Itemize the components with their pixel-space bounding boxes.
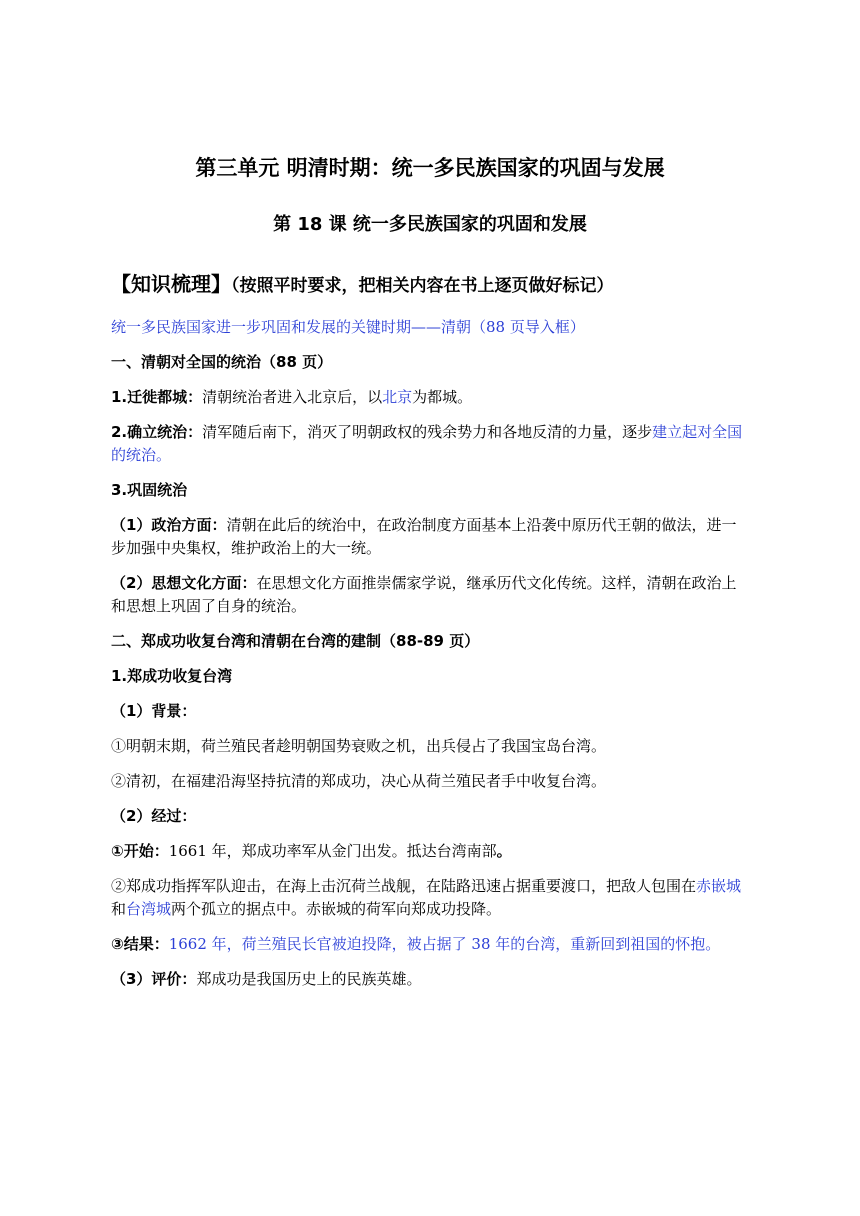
item-text: 清朝统治者进入北京后，以 — [202, 388, 383, 406]
item-label: 1.迁徙都城： — [111, 388, 203, 406]
item-label: （2）思想文化方面： — [111, 574, 257, 592]
item-text: 1661 年，郑成功率军从金门出发。抵达台湾南部 — [168, 842, 497, 860]
unit-title: 第三单元 明清时期：统一多民族国家的巩固与发展 — [195, 156, 665, 180]
item-label: ①开始： — [111, 842, 169, 860]
evaluation — [111, 968, 751, 991]
lesson-title: 第 18 课 统一多民族国家的巩固和发展 — [273, 214, 587, 235]
background-point-2: ②清初，在福建沿海坚持抗清的郑成功，决心从荷兰殖民者手中收复台湾。 — [111, 772, 607, 790]
highlight-text: 台湾城 — [126, 900, 172, 918]
part1-item3-heading: 3.巩固统治 — [111, 481, 188, 499]
section-note: （按照平时要求，把相关内容在书上逐页做好标记） — [231, 276, 614, 296]
part1-sub1 — [111, 514, 751, 560]
intro-line: 统一多民族国家进一步巩固和发展的关键时期——清朝（88 页导入框） — [111, 318, 585, 336]
item-text: 为都城。 — [412, 388, 473, 406]
item-text: 郑成功是我国历史上的民族英雄。 — [196, 970, 422, 988]
item-text: 在思想文化方面推崇儒家学说，继承历代文化传统。这样，清朝在政治上和思想上巩固了自身的统治。 — [111, 574, 737, 615]
section-label: 【知识梳理】 — [111, 272, 231, 296]
process-label: （2）经过： — [111, 807, 197, 825]
item-text: ②郑成功指挥军队迎击，在海上击沉荷兰战舰，在陆路迅速占据重要渡口，把敌人包围在 — [111, 877, 697, 895]
process-start — [111, 840, 751, 863]
part2-item1-heading: 1.郑成功收复台湾 — [111, 667, 233, 685]
background-point-1: ①明朝末期，荷兰殖民者趁明朝国势衰败之机，出兵侵占了我国宝岛台湾。 — [111, 737, 607, 755]
item-label: 2.确立统治： — [111, 423, 203, 441]
section-heading — [111, 268, 831, 297]
content-body — [111, 316, 751, 1003]
part1-item2 — [111, 421, 751, 467]
process-result — [111, 933, 751, 956]
item-text: 两个孤立的据点中。赤嵌城的荷军向郑成功投降。 — [171, 900, 502, 918]
part1-heading: 一、清朝对全国的统治（88 页） — [111, 353, 333, 371]
item-label: （1）政治方面： — [111, 516, 227, 534]
highlight-text: 赤嵌城 — [696, 877, 742, 895]
item-label: ③结果： — [111, 935, 169, 953]
highlight-text: 1662 年，荷兰殖民长官被迫投降，被占据了 38 年的台湾，重新回到祖国的怀抱。 — [168, 935, 721, 953]
part1-item1 — [111, 386, 751, 409]
item-label: （3）评价： — [111, 970, 197, 988]
item-text-end: 。 — [496, 842, 512, 860]
highlight-text: 建立起对全国的统治。 — [111, 423, 743, 464]
part2-heading: 二、郑成功收复台湾和清朝在台湾的建制（88-89 页） — [111, 632, 480, 650]
item-text: 清朝在此后的统治中，在政治制度方面基本上沿袭中原历代王朝的做法，进一步加强中央集权，维护政治上的大一统。 — [111, 516, 737, 557]
item-text: 和 — [111, 900, 127, 918]
background-label: （1）背景： — [111, 702, 197, 720]
item-text: 清军随后南下，消灭了明朝政权的残余势力和各地反清的力量，逐步 — [202, 423, 653, 441]
highlight-text: 北京 — [382, 388, 413, 406]
process-siege — [111, 875, 751, 921]
part1-sub2 — [111, 572, 751, 618]
